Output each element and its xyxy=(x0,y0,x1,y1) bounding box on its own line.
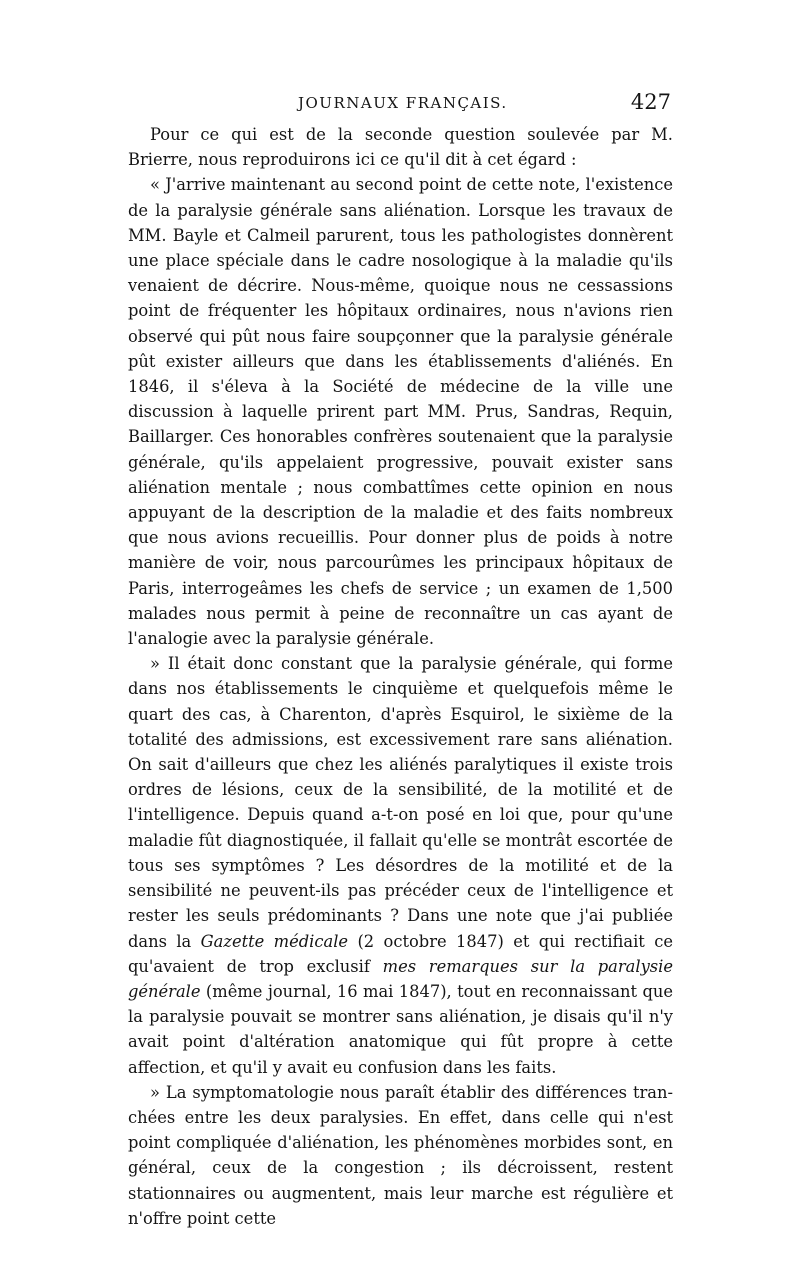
journal-title-italic: Gazette médicale xyxy=(200,931,349,951)
paragraph-quote-2 xyxy=(128,651,673,1079)
article-title-italic: mes remarques sur la paralysie générale xyxy=(128,956,673,1001)
paragraph-quote-3: » La symptomatologie nous paraît établir des différences tranchées entre les deux paralysies. En effet, dans celle qui n'est point compliquée d'aliénation, les phénomènes morbides sont, en général, ceux de la congestion ; ils décroissent, restent stationnaires ou augmentent, mais leur marche est régulière et n'offre point cette xyxy=(128,1082,673,1228)
paragraph-quote-2-text-c: (même journal, 16 mai 1847), tout en reconnaissant que la paralysie pouvait se montrer sans aliénation, je disais qu'il n'y avait point d'altération anatomique qui fût propre à cette affection, et qu'il y avait eu confusion dans les faits. xyxy=(128,981,673,1077)
paragraph-quote-2-text-b: (2 octobre 1847) et qui rectifiait ce qu'avaient de trop exclusif xyxy=(128,931,673,976)
paragraph-quote-1: « J'arrive maintenant au second point de cette note, l'existence de la paralysie générale sans aliénation. Lorsque les travaux de MM. Bayle et Calmeil parurent, tous les pathologistes donnèrent une place spéciale dans le cadre nosologique à la maladie qu'ils venaient de décrire. Nous-même, quoique nous ne cessassions point de fréquenter les hôpitaux ordinaires, nous n'avions rien observé qui pût nous faire soupçonner que la paralysie générale pût exister ailleurs que dans les établissements d'aliénés. En 1846, il s'éleva à la Société de médecine de la ville une discussion à laquelle prirent part MM. Prus, Sandras, Requin, Baillarger. Ces honorables confrères soutenaient que la paralysie générale, qu'ils appelaient progressive, pouvait exister sans aliénation mentale ; nous combattîmes cette opinion en nous appuyant de la description de la maladie et des faits nombreux que nous avions recueillis. Pour donner plus de poids à notre manière de voir, nous parcourûmes les principaux hôpitaux de Paris, interrogeâmes les chefs de service ; un examen de 1,500 malades nous permit à peine de reconnaître un cas ayant de l'analogie avec la paralysie générale. xyxy=(128,175,673,649)
paragraph-intro: Pour ce qui est de la seconde question soulevée par M. Brierre, nous reproduirons ici ce qu'il dit à cet égard : xyxy=(128,125,673,170)
page-number: 427 xyxy=(630,90,671,114)
running-head xyxy=(128,90,673,122)
running-title: JOURNAUX FRANÇAIS. xyxy=(298,94,508,112)
paragraph-quote-2-text-a: » Il était donc constant que la paralysie générale, qui forme dans nos établissements le cinquième et quelquefois même le quart des cas, à Charenton, d'après Esquirol, le sixième de la totalité des admissions, est excessivement rare sans aliénation. On sait d'ailleurs que chez les aliénés paralytiques il existe trois ordres de lésions, ceux de la sensibilité, de la motilité et de l'intelligence. Depuis quand a-t-on posé en loi que, pour qu'une maladie fût diagnostiquée, il fallait qu'elle se montrât escortée de tous ses symptômes ? Les désordres de la motilité et de la sensibilité ne peuvent-ils pas précéder ceux de l'intelligence et rester les seuls prédominants ? Dans une note que j'ai publiée dans la xyxy=(128,654,673,951)
book-page xyxy=(128,90,673,1231)
body-text xyxy=(128,122,673,1231)
